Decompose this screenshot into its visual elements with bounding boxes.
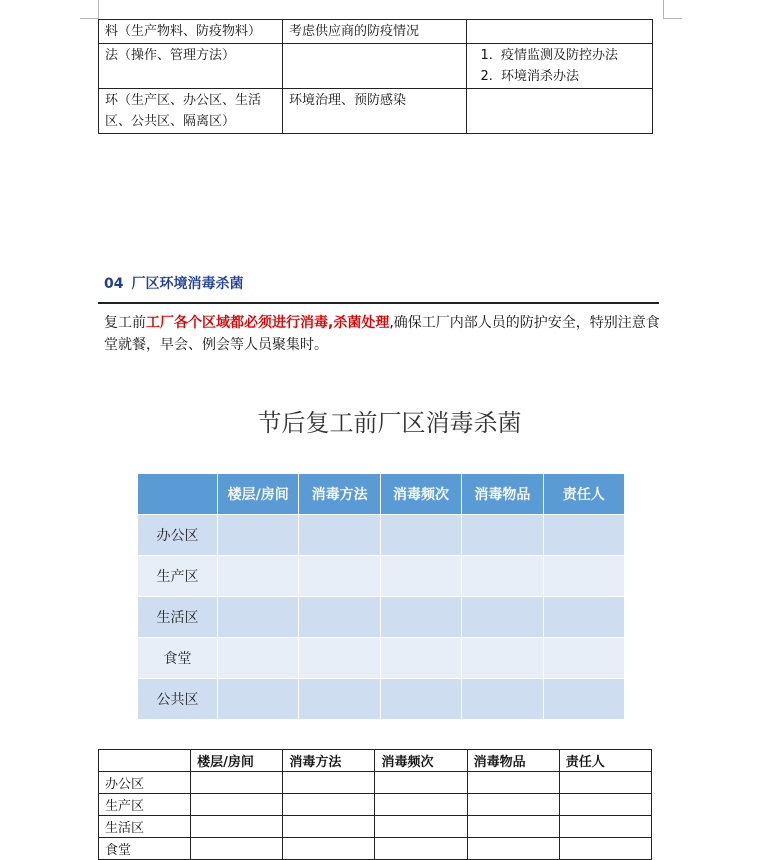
section-paragraph — [104, 312, 664, 356]
table-cell — [218, 597, 299, 638]
paragraph-text: ,确保工厂内部人员的防护安全，特别注意食堂就餐，早会、例会等人员聚集时。 — [104, 315, 660, 353]
table-row — [138, 515, 625, 556]
table-cell — [543, 597, 624, 638]
table-row — [138, 597, 625, 638]
table-cell — [467, 794, 559, 816]
page-corner-mark-left — [80, 0, 99, 19]
table-cell: 法（操作、管理方法） — [99, 44, 283, 89]
table-cell — [462, 515, 543, 556]
table-cell — [380, 597, 461, 638]
page-corner-mark-right — [663, 0, 682, 19]
table-row — [99, 20, 653, 44]
row-label: 生活区 — [138, 597, 218, 638]
column-header: 楼层/房间 — [191, 750, 283, 772]
table-cell — [375, 794, 467, 816]
table-cell — [218, 556, 299, 597]
row-label: 办公区 — [99, 772, 191, 794]
disinfection-table-plain — [98, 749, 652, 860]
list-item: 2. 环境消杀办法 — [497, 66, 646, 87]
section-heading — [104, 273, 243, 293]
list-item: 1. 疫情监测及防控办法 — [497, 45, 646, 66]
table-header-row — [138, 474, 625, 515]
table-cell — [380, 638, 461, 679]
table-cell: 考虑供应商的防疫情况 — [283, 20, 467, 44]
table-cell — [375, 838, 467, 860]
table-cell — [380, 515, 461, 556]
table-cell — [299, 556, 380, 597]
table-cell — [462, 638, 543, 679]
table-header-row — [99, 750, 652, 772]
column-header: 楼层/房间 — [218, 474, 299, 515]
section-number: 04 — [104, 276, 124, 292]
row-label: 公共区 — [138, 679, 218, 720]
paragraph-highlight: 工厂各个区域都必须进行消毒,杀菌处理 — [146, 315, 390, 331]
table-cell: 料（生产物料、防疫物料） — [99, 20, 283, 44]
column-header — [99, 750, 191, 772]
table-cell — [467, 44, 653, 89]
table-cell — [467, 816, 559, 838]
table-cell — [543, 556, 624, 597]
figure-title: 节后复工前厂区消毒杀菌 — [257, 409, 522, 437]
table-cell: 环境治理、预防感染 — [283, 89, 467, 134]
row-label: 生产区 — [138, 556, 218, 597]
column-header: 消毒方法 — [299, 474, 380, 515]
table-cell — [191, 772, 283, 794]
table-cell — [380, 556, 461, 597]
table-row — [138, 638, 625, 679]
table-cell — [543, 638, 624, 679]
numbered-list — [473, 45, 646, 87]
table-cell — [283, 794, 375, 816]
table-cell — [462, 679, 543, 720]
table-cell — [283, 816, 375, 838]
column-header: 消毒物品 — [462, 474, 543, 515]
table-cell — [559, 794, 651, 816]
row-label: 食堂 — [99, 838, 191, 860]
table-row — [138, 556, 625, 597]
table-row — [138, 679, 625, 720]
table-cell — [559, 816, 651, 838]
table-cell — [462, 556, 543, 597]
column-header: 消毒频次 — [375, 750, 467, 772]
table-cell — [191, 816, 283, 838]
table-cell — [191, 794, 283, 816]
column-header: 责任人 — [559, 750, 651, 772]
row-label: 办公区 — [138, 515, 218, 556]
disinfection-table-styled — [137, 473, 625, 720]
table-row — [99, 816, 652, 838]
column-header — [138, 474, 218, 515]
column-header: 消毒方法 — [283, 750, 375, 772]
table-cell — [299, 515, 380, 556]
table-row — [99, 89, 653, 134]
table-cell — [191, 838, 283, 860]
table-cell — [543, 679, 624, 720]
table-cell — [299, 679, 380, 720]
table-cell — [467, 20, 653, 44]
table-cell — [559, 772, 651, 794]
table-row — [99, 772, 652, 794]
table-cell — [467, 89, 653, 134]
table-cell — [299, 638, 380, 679]
row-label: 生活区 — [99, 816, 191, 838]
table-cell — [218, 515, 299, 556]
table-cell — [283, 772, 375, 794]
table-row — [99, 838, 652, 860]
table-cell — [283, 44, 467, 89]
table-row — [99, 794, 652, 816]
table-row — [99, 44, 653, 89]
table-cell — [299, 597, 380, 638]
table-cell — [218, 679, 299, 720]
table-cell — [559, 838, 651, 860]
table-cell — [283, 838, 375, 860]
table-cell — [467, 838, 559, 860]
factors-table — [98, 19, 653, 134]
column-header: 责任人 — [543, 474, 624, 515]
table-cell — [375, 772, 467, 794]
column-header: 消毒频次 — [380, 474, 461, 515]
table-cell — [467, 772, 559, 794]
table-cell: 环（生产区、办公区、生活区、公共区、隔离区） — [99, 89, 283, 134]
row-label: 生产区 — [99, 794, 191, 816]
row-label: 食堂 — [138, 638, 218, 679]
column-header: 消毒物品 — [467, 750, 559, 772]
table-cell — [380, 679, 461, 720]
table-cell — [462, 597, 543, 638]
paragraph-text: 复工前 — [104, 315, 146, 331]
section-divider — [98, 302, 659, 304]
table-cell — [543, 515, 624, 556]
section-title: 厂区环境消毒杀菌 — [131, 276, 244, 292]
table-cell — [375, 816, 467, 838]
table-cell — [218, 638, 299, 679]
